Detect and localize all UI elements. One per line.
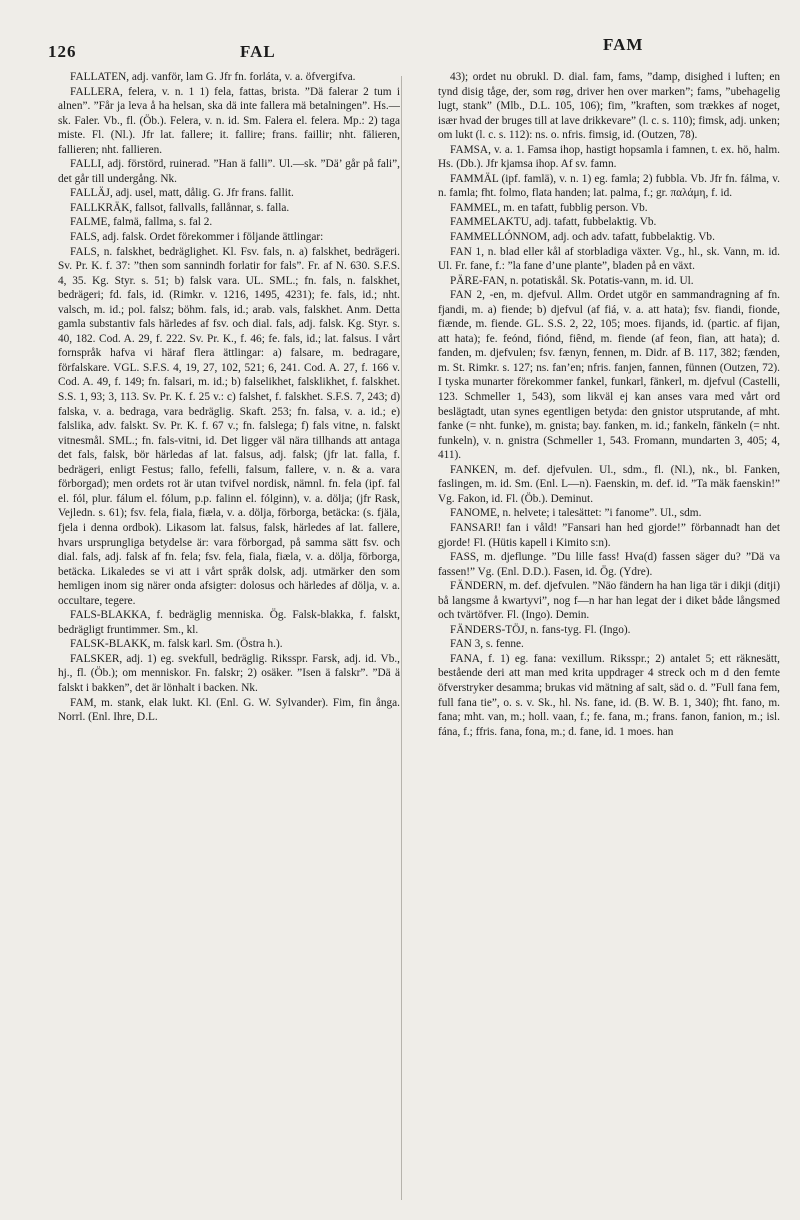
dictionary-entry: FASS, m. djeflunge. ”Du lille fass! Hva(d) fassen säger du? ”Dä va fassen!” Vg. (Enl. D.D.). Fasen, id. Ög. (Ydre).	[438, 551, 780, 578]
dictionary-entry: FAN 1, n. blad eller kål af storbladiga växter. Vg., hl., sk. Vann, m. id. Ul. Fr. fane, f.: ”la fane d’une plante”, bladen på en växt.	[438, 245, 780, 273]
dictionary-entry: FALSK-BLAKK, m. falsk karl. Sm. (Östra h.).	[70, 638, 283, 651]
header-right-catchword: FAM	[603, 35, 644, 54]
dictionary-entry: FAMMEL, m. en tafatt, fubblig person. Vb.	[450, 201, 648, 214]
dictionary-entry: 43); ordet nu obrukl. D. dial. fam, fams, ”damp, disighed i luften; en tynd disig tåge, der, som røg, driver hen over marken”; fams, ”ubehagelig lugt, stank” (Mlb., D.L. 105, 106); fim, ”kraften, som trækkes af noget, især hvad der bruges till at lave drikkevare” (l. c. s. 110); fimsk, adj. unken; om lukt (l. c. s. 112): ns. o. nfris. fimsig, id. (Outzen, 78).	[438, 71, 780, 142]
left-column	[58, 70, 400, 1202]
dictionary-entry: FAMMÄL (ipf. famlä), v. n. 1) eg. famla; 2) fubbla. Vb. Jfr fn. fálma, v. n. famla; fht. folmo, flata handen; lat. palma, f.; gr. παλάμη, f. id.	[438, 172, 780, 200]
dictionary-entry: FANA, f. 1) eg. fana: vexillum. Rikssрr.; 2) antalet 5; ett räknesätt, bestående deri att man med krita uppdrager 4 streck och m d den femte öfverstryker desamma; brukas vid mätning af salt, säd o. d. ”Full fana fem, full fana tie”, o. s. v. Sk., hl. Ns. fane, id. (B. W. B. 1, 340); fht. fano, m. fana; mht. van, m.; holl. vaan, f.; fe. fana, m.; frans. fanon, fanion, m.; isl. fána, f.; ffris. fana, fona, m.; d. fane, id. 1 moes. han	[438, 652, 780, 738]
page-number: 126	[48, 42, 77, 61]
dictionary-entry: PÄRE-FAN, n. potatiskål. Sk. Potatis-vann, m. id. Ul.	[450, 274, 694, 287]
dictionary-entry: FALS, n. falskhet, bedräglighet. Kl. Fsv. fals, n. a) falskhet, bedrägeri. Sv. Pr. K. f. 37: ”then som sannindh forlatir for fals”. Fr. af N. 630. S.F.S. 4, 35. Kg. Styr. s. 51; b) falsk vara. UL. SML.; fn. fals, n. falskhet, bedrägeri; fd. fals, id. (Rimkr. v. 1216, 1495, 4231); fe. fals, id.; nht. valsch, m. id.; pol. falsz; böhm. fals, id.; arab. vals, falskhet. Anm. Detta gamla substantiv fals härledes af fsv. och dial. fals, adj. falsk. Kg. Styr. s. 40, 182. Cod. A. 29, f. 222. Sv. Pr. K., f. 46; fe. fals, id.; lat. falsus. I vårt fornspråk hafva vi häraf flera ättlingar: a) falsare, m. bedragare, förfalskare. VGL. S.F.S. 4, 19, 27, 102, 521; 6, 241. Cod. A. 27, f. 166 v. Cod. A. 49, f. 149; fn. falsari, m. id.; b) falselikhet, falsklikhet, f. falskhet. S.S. 1, 93; 3, 113. Sv. Pr. K. f. 25 v.: c) falshet, f. falskhet. S.F.S. 7, 243; d) falska, v. a. bedraga, vara bedräglig. Skaft. 253; fn. falsa, v. a. id.; e) falslika, adv. falskt. Sv. Pr. K. f. 67 v.; fn. falslega; f) fals vitne, n. falskt vitnesmål. SML.; fn. fals-vitni, id. Det ligger väl nära tillhands att antaga det fals, falsk, bör härledas af lat. falsus, adj. falsk; (jfr lat. falla, f. bedrägeri, enligt Festus; fallo, fefelli, falsum, fallere, v. n. & a. vara förborgad); men ordets rot är utan tvifvel nordisk, nämnl. fn. fela (ipf. fal el. fól, plur. fálum el. fólum, p.p. falinn el. fólginn), v. a. dölja; (jfr Rask, Vejledn. s. 61); fsv. fela, fiala, fiæla, v. a. dölja, förborga, betäcka: (s. fjäla, fjela i denna ordbok). Likasom lat. falsus, falsk, härledes af lat. fallere, hvars ursprungliga betydelse är: vara förborgad, på samma sätt fsv. och dial. fals, adj. falsk af fn. fela; fsv. fela, fiala, fiæla, v. a. dölja, förborga, betäcka. Likaledes se vi att i vårt språk dolsk, adj. utmärker den som hemligen inom sig närer ondа afsigter: dolosus och härledes af dölja, v. a. occultare, tegere.	[58, 245, 400, 607]
dictionary-entry: FALS-BLAKKA, f. bedräglig menniska. Ög. Falsk-blakka, f. falskt, bedrägligt fruntimmer. Sm., kl.	[58, 609, 400, 636]
header-left-catchword: FAL	[240, 42, 276, 61]
dictionary-entry: FÄNDERN, m. def. djefvulen. ”Näo fändern ha han liga tär i dikji (ditji) bå langsme å kwartyvi”, nog f—n har han legat der i diket både långsmed och tvärtöfver. Fl. (Ingo). Demin.	[438, 580, 780, 622]
dictionary-entry: FAMMELAKTU, adj. tafatt, fubbelaktig. Vb.	[450, 216, 657, 229]
dictionary-entry: FAN 2, -en, m. djefvul. Allm. Ordet utgör en sammandragning af fn. fjandi, m. a) fiende; b) djefvul (af fiá, v. a. att hata); fsv. fiandi, fionde, fiænde, m. fiende. GL. S.S. 2, 22, 105; moes. fijands, id. (partic. af fijan, att hata); fe. feónd, fiónd, fiênd, m. fiende (af feon, fian, att hata); d. fanden, m. djefvulen; fsv. fænyn, fennen, m. Didr. af B. 117, 382; fænden, m. St. Rimkr. s. 127; ns. fan’en; nfris. fanjen, fannen, fünnen (Outzen, 72). I tyska munarter förekommer fankel, funkarl, fänkerl, m. djefvul (Castelli, 123. Schmeller 1, 543), som likväl ej kan anses vara med vårt ord beslägtadt, utan synes egentligen betyda: den gnistor utsprutande, af mht. fanke (= nht. funke), m. gnista; bay. fanken, m. id.; fankeln, fänkeln (= nht. funkeln), v. n. gnistra (Schmeller 1, 543. Fromann, mundarten 3, 405; 4, 411).	[438, 289, 780, 462]
dictionary-entry: FALS, adj. falsk. Ordet förekommer i följande ättlingar:	[70, 231, 324, 244]
right-column	[438, 70, 780, 1202]
dictionary-entry: FALLÄJ, adj. usel, matt, dålig. G. Jfr frans. fallit.	[70, 187, 294, 200]
dictionary-entry: FALME, falmä, fallma, s. fal 2.	[70, 216, 213, 229]
dictionary-entry: FANSARI! fan i våld! ”Fansari han hed gjorde!” förbannadt han det gjorde! Fl. (Hütis kapell i Kimito s:n).	[438, 521, 780, 549]
dictionary-entry: FAM, m. stank, elak lukt. Kl. (Enl. G. W. Sylvander). Fim, fin ånga. Norrl. (Enl. Ihre, D.L.	[58, 696, 400, 724]
dictionary-entry: FANKEN, m. def. djefvulen. Ul., sdm., fl. (Nl.), nk., bl. Fanken, faslingen, m. id. Sm. (Enl. L—n). Faenskin, m. def. id. ”Ta mäk faenskin!” Vg. Fakon, id. Fl. (Öb.). Deminut.	[438, 463, 780, 505]
dictionary-entry: FALLKRÄK, fallsot, fallvalls, fallånnar, s. falla.	[70, 201, 290, 214]
dictionary-entry: FALLATEN, adj. vanför, lam G. Jfr fn. forláta, v. a. öfvergifva.	[70, 71, 356, 83]
dictionary-entry: FÄNDERS-TÖJ, n. fans-tyg. Fl. (Ingo).	[450, 623, 631, 636]
dictionary-entry: FALLERA, felera, v. n. 1 1) fela, fattas, brista. ”Dä falerar 2 tum i alnen”. ”Får ja leva å ha helsan, ska dä inte fallera mä betalningen”. Hs.—sk. Faler. Vb., fl. (Öb.). Felera, v. n. id. Sm. Falera el. felera. Mp.: 2) taga miste. Fl. (Nl.). Jfr lat. fallere; it. fallire; frans. faillir; nht. fälieren, fallieren; nht. fallieren.	[58, 85, 400, 156]
dictionary-entry: FALSKER, adj. 1) eg. svekfull, bedräglig. Riksspr. Farsk, adj. id. Vb., hj., fl. (Öb.); om menniskor. Fn. falskr; 2) osäker. ”Isen ä falskr”. ”Dä ä falskt i bakken”, det är lönhalt i backen. Nk.	[58, 652, 400, 694]
text-columns	[58, 70, 780, 1202]
dictionary-entry: FALLI, adj. förstörd, ruinerad. ”Han ä falli”. Ul.—sk. ”Dä’ går på fali”, det går till undergång. Nk.	[58, 158, 400, 185]
running-header	[40, 34, 756, 64]
dictionary-entry: FAMSA, v. a. 1. Famsa ihop, hastigt hopsamla i famnen, t. ex. hö, halm. Hs. (Db.). Jfr kjamsa ihop. Af sv. famn.	[438, 143, 780, 171]
dictionary-entry: FANOME, n. helvete; i talesättet: ”i fanome”. Ul., sdm.	[450, 507, 702, 520]
dictionary-entry: FAMMELLÓNNOM, adj. och adv. tafatt, fubbelaktig. Vb.	[450, 231, 715, 244]
dictionary-entry: FAN 3, s. fenne.	[450, 638, 524, 651]
